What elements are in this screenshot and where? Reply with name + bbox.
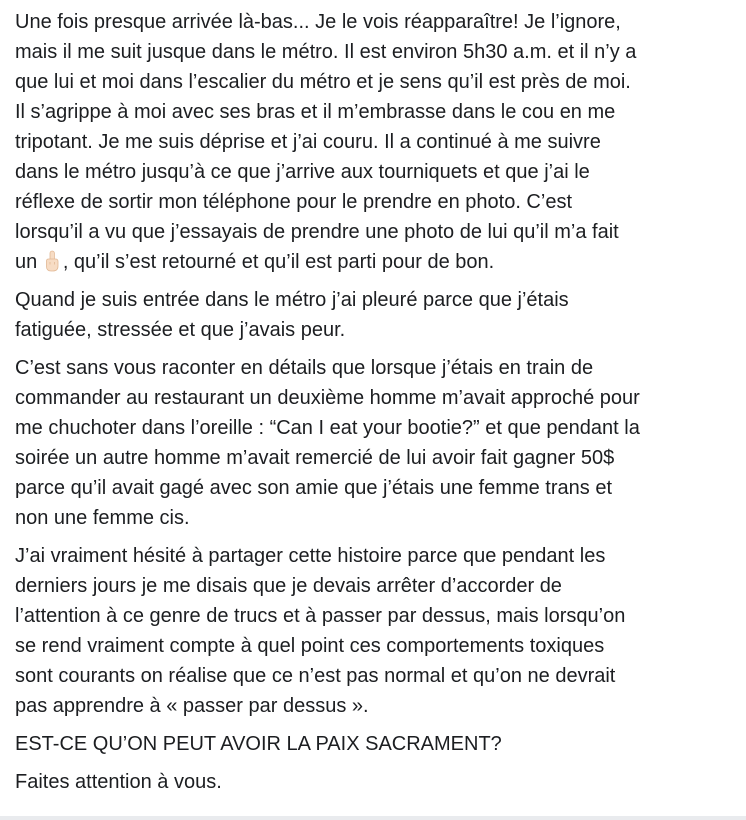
paragraph-5 xyxy=(15,729,737,759)
text-line: J’ai vraiment hésité à partager cette histoire parce que pendant les xyxy=(15,545,606,567)
text-line: non une femme cis. xyxy=(15,507,190,529)
paragraph-4 xyxy=(15,541,737,721)
text-line: soirée un autre homme m’avait remercié de lui avoir fait gagner 50$ xyxy=(15,447,615,469)
text-line: pas apprendre à « passer par dessus ». xyxy=(15,695,369,717)
text-line: me chuchoter dans l’oreille : “Can I eat your bootie?” et que pendant la xyxy=(15,417,640,439)
text-fragment: , qu’il s’est retourné et qu’il est parti pour de bon. xyxy=(62,251,495,273)
text-line: l’attention à ce genre de trucs et à passer par dessus, mais lorsqu’on xyxy=(15,605,626,627)
bottom-divider xyxy=(0,816,746,820)
post-body xyxy=(15,7,737,805)
paragraph-2 xyxy=(15,285,737,345)
text-line: tripotant. Je me suis déprise et j’ai couru. Il a continué à me suivre xyxy=(15,131,601,153)
text-line: Une fois presque arrivée là-bas... Je le vois réapparaître! Je l’ignore, xyxy=(15,11,621,33)
text-line: Faites attention à vous. xyxy=(15,771,222,793)
text-fragment: un xyxy=(15,251,43,273)
paragraph-1 xyxy=(15,7,737,277)
text-line: C’est sans vous raconter en détails que lorsque j’étais en train de xyxy=(15,357,594,379)
text-line: EST-CE QU’ON PEUT AVOIR LA PAIX SACRAMENT? xyxy=(15,733,502,755)
text-line-with-emoji xyxy=(15,247,737,277)
text-line: que lui et moi dans l’escalier du métro et je sens qu’il est près de moi. xyxy=(15,71,631,93)
text-line: mais il me suit jusque dans le métro. Il est environ 5h30 a.m. et il n’y a xyxy=(15,41,637,63)
text-line: se rend vraiment compte à quel point ces comportements toxiques xyxy=(15,635,605,657)
text-line: dans le métro jusqu’à ce que j’arrive aux tourniquets et que j’ai le xyxy=(15,161,590,183)
text-line: commander au restaurant un deuxième homme m’avait approché pour xyxy=(15,387,640,409)
paragraph-3 xyxy=(15,353,737,533)
text-line: Il s’agrippe à moi avec ses bras et il m’embrasse dans le cou en me xyxy=(15,101,616,123)
text-line: fatiguée, stressée et que j’avais peur. xyxy=(15,319,346,341)
text-line: réflexe de sortir mon téléphone pour le prendre en photo. C’est xyxy=(15,191,573,213)
middle-finger-emoji-icon xyxy=(43,250,61,272)
text-line: derniers jours je me disais que je devais arrêter d’accorder de xyxy=(15,575,562,597)
paragraph-6 xyxy=(15,767,737,797)
text-line: parce qu’il avait gagé avec son amie que j’étais une femme trans et xyxy=(15,477,613,499)
text-line: lorsqu’il a vu que j’essayais de prendre une photo de lui qu’il m’a fait xyxy=(15,221,619,243)
text-line: sont courants on réalise que ce n’est pas normal et qu’on ne devrait xyxy=(15,665,616,687)
text-line: Quand je suis entrée dans le métro j’ai pleuré parce que j’étais xyxy=(15,289,569,311)
